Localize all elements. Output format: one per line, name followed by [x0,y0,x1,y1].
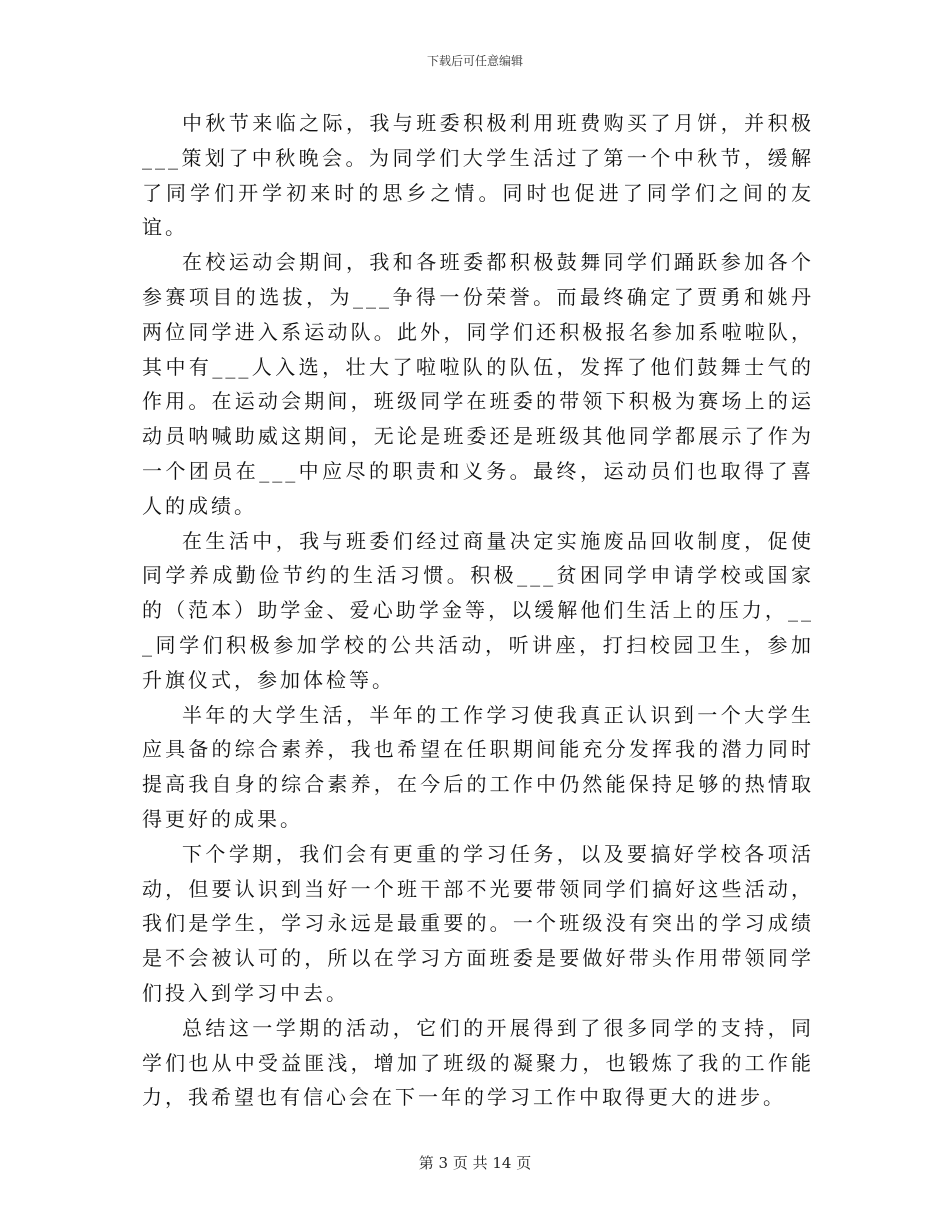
page-number: 第 3 页 共 14 页 [418,1154,532,1172]
paragraph-summary: 总结这一学期的活动，它们的开展得到了很多同学的支持，同学们也从中受益匪浅，增加了班级的凝聚力，也锻炼了我的工作能力，我希望也有信心会在下一年的学习工作中取得更大的进步。 [142,1015,814,1110]
paragraph-half-year: 半年的大学生活，半年的工作学习使我真正认识到一个大学生应具备的综合素养，我也希望在任职期间能充分发挥我的潜力同时提高我自身的综合素养，在今后的工作中仍然能保持足够的热情取得更好的成果。 [142,702,814,831]
page-header-note: 下载后可任意编辑 [426,54,523,68]
paragraph-sports-meet: 在校运动会期间，我和各班委都积极鼓舞同学们踊跃参加各个参赛项目的选拔，为___争得一份荣誉。而最终确定了贾勇和姚丹两位同学进入系运动队。此外，同学们还积极报名参加系啦啦队，其中有___人入选，壮大了啦啦队的队伍，发挥了他们鼓舞士气的作用。在运动会期间，班级同学在班委的带领下积极为赛场上的运动员呐喊助威这期间，无论是班委还是班级其他同学都展示了作为一个团员在___中应尽的职责和义务。最终，运动员们也取得了喜人的成绩。 [142,250,814,518]
paragraph-mid-autumn: 中秋节来临之际，我与班委积极利用班费购买了月饼，并积极___策划了中秋晚会。为同学们大学生活过了第一个中秋节，缓解了同学们开学初来时的思乡之情。同时也促进了同学们之间的友谊。 [142,111,814,240]
paragraph-next-semester: 下个学期，我们会有更重的学习任务，以及要搞好学校各项活动，但要认识到当好一个班干部不光要带领同学们搞好这些活动，我们是学生，学习永远是最重要的。一个班级没有突出的学习成绩是不会被认可的，所以在学习方面班委是要做好带头作用带领同学们投入到学习中去。 [142,841,814,1005]
paragraph-daily-life: 在生活中，我与班委们经过商量决定实施废品回收制度，促使同学养成勤俭节约的生活习惯。积极___贫困同学申请学校或国家的（范本）助学金、爱心助学金等，以缓解他们生活上的压力，___同学们积极参加学校的公共活动，听讲座，打扫校园卫生，参加升旗仪式，参加体检等。 [142,528,814,692]
document-body [142,106,814,1115]
